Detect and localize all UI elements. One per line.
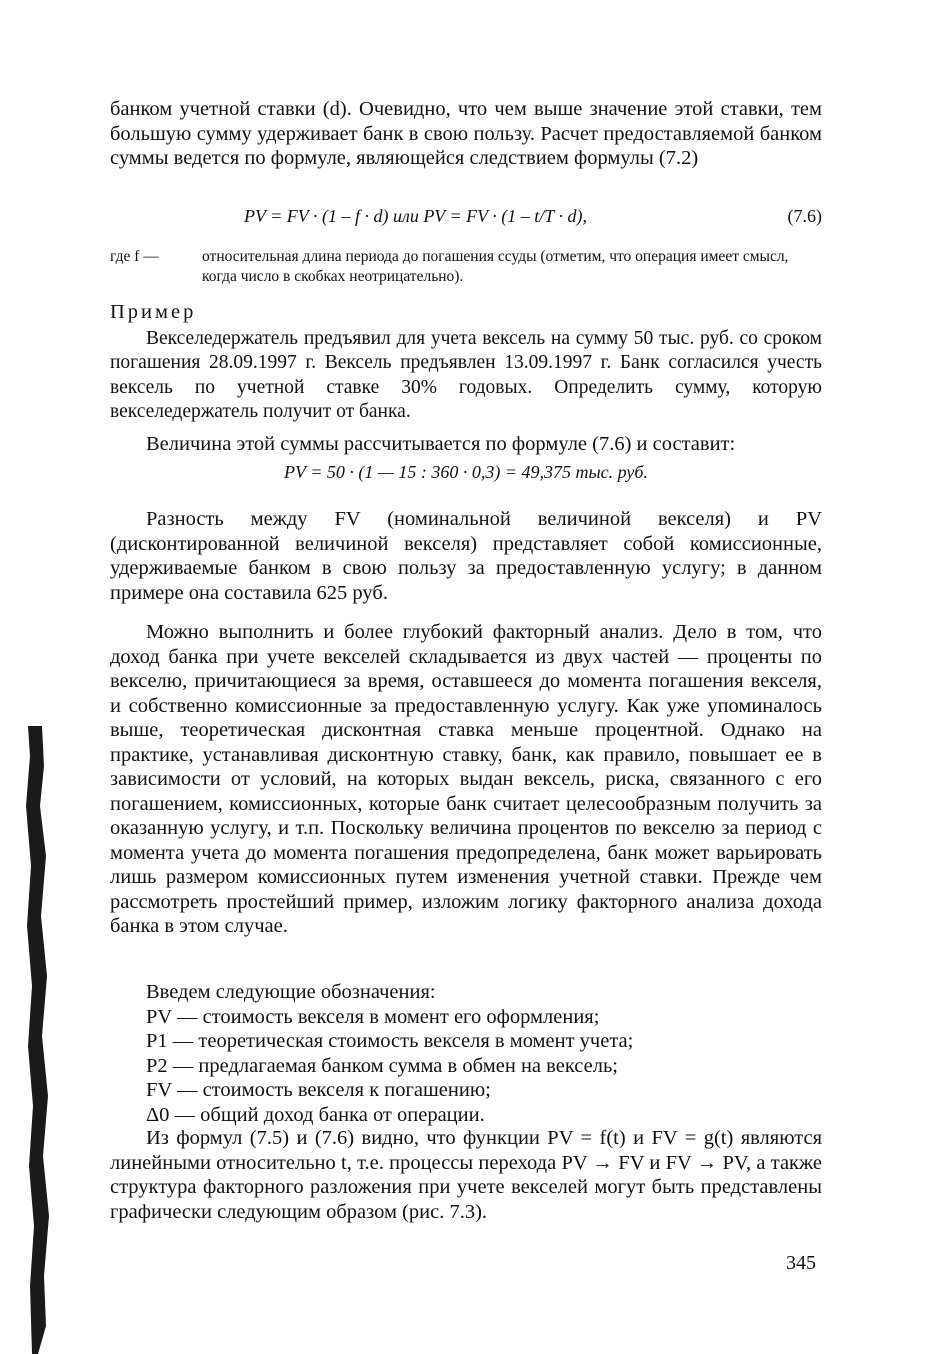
intro-paragraph-block	[110, 97, 822, 171]
notation-item: FV — стоимость векселя к погашению;	[146, 1079, 491, 1101]
final-paragraph-block	[110, 1126, 822, 1224]
example-block	[110, 300, 822, 456]
formula-7-6	[110, 206, 822, 230]
notation-item: P2 — предлагаемая банком сумма в обмен на вексель;	[146, 1054, 618, 1077]
formula-note	[110, 247, 822, 287]
formula-expression: PV = FV · (1 – f · d) или PV = FV · (1 – t/T · d),	[244, 206, 587, 226]
calc-formula	[110, 462, 822, 486]
notation-item: Δ0 — общий доход банка от операции.	[146, 1103, 485, 1126]
final-paragraph: Из формул (7.5) и (7.6) видно, что функции PV = f(t) и FV = g(t) являются линейными относительно t, т.е. процессы перехода PV → FV и FV → PV, а также структура факторного разложения при учете векселей могут быть представлены графически следующим образом (рис. 7.3).	[110, 1127, 822, 1223]
calc-formula-expression: PV = 50 · (1 — 15 : 360 · 0,3) = 49,375 тыс. руб.	[284, 462, 648, 482]
example-heading: Пример	[110, 301, 197, 323]
difference-paragraph-block	[110, 507, 822, 605]
difference-paragraph: Разность между FV (номинальной величиной векселя) и PV (дисконтированной величиной векселя) представляет собой комиссионные, удерживаемые банком в свою пользу за предоставленную услугу; в данном примере она составила 625 руб.	[110, 508, 822, 604]
intro-paragraph: банком учетной ставки (d). Очевидно, что чем выше значение этой ставки, тем большую сумму удерживает банк в свою пользу. Расчет предоставляемой банком суммы ведется по формуле, являющейся следствием формулы (7.2)	[110, 98, 822, 169]
example-text: Векселедержатель предъявил для учета вексель на сумму 50 тыс. руб. со сроком погашения 28.09.1997 г. Вексель предъявлен 13.09.1997 г. Банк согласился учесть вексель по учетной ставке 30% годовых. Определить сумму, которую векселедержатель получит от банка.	[110, 327, 822, 422]
notation-item: P1 — теоретическая стоимость векселя в момент учета;	[146, 1030, 634, 1052]
scan-binding-edge	[22, 726, 54, 1354]
formula-number: (7.6)	[787, 206, 822, 226]
factor-paragraph-block	[110, 620, 822, 939]
notation-block	[110, 980, 822, 1127]
note-label: где f —	[110, 248, 159, 265]
factor-paragraph: Можно выполнить и более глубокий факторный анализ. Дело в том, что доход банка при учете векселей складывается из двух частей — проценты по векселю, причитающиеся за время, оставшееся до момента погашения векселя, и собственно комиссионные за предоставленную услугу. Как уже упоминалось выше, теоретическая дисконтная ставка меньше процентной. Однако на практике, устанавливая дисконтную ставку, банк, как правило, повышает ее в зависимости от условий, на которых выдан вексель, риска, связанного с его погашением, комиссионных, которые банк считает целесообразным получить за оказанную услугу, и т.п. Поскольку величина процентов по векселю за период с момента учета до момента погашения предопределена, банк может варьировать лишь размером комиссионных путем изменения учетной ставки. Прежде чем рассмотреть простейший пример, изложим логику факторного анализа дохода банка в этом случае.	[110, 621, 822, 937]
notation-intro: Введем следующие обозначения:	[146, 981, 436, 1003]
calc-text: Величина этой суммы рассчитывается по формуле (7.6) и составит:	[146, 432, 736, 455]
notation-item: PV — стоимость векселя в момент его оформления;	[146, 1005, 600, 1028]
note-text: относительная длина периода до погашения ссуды (отметим, что операция имеет смысл, когда число в скобках неотрицательно).	[202, 248, 789, 285]
page-number: 345	[786, 1252, 816, 1274]
